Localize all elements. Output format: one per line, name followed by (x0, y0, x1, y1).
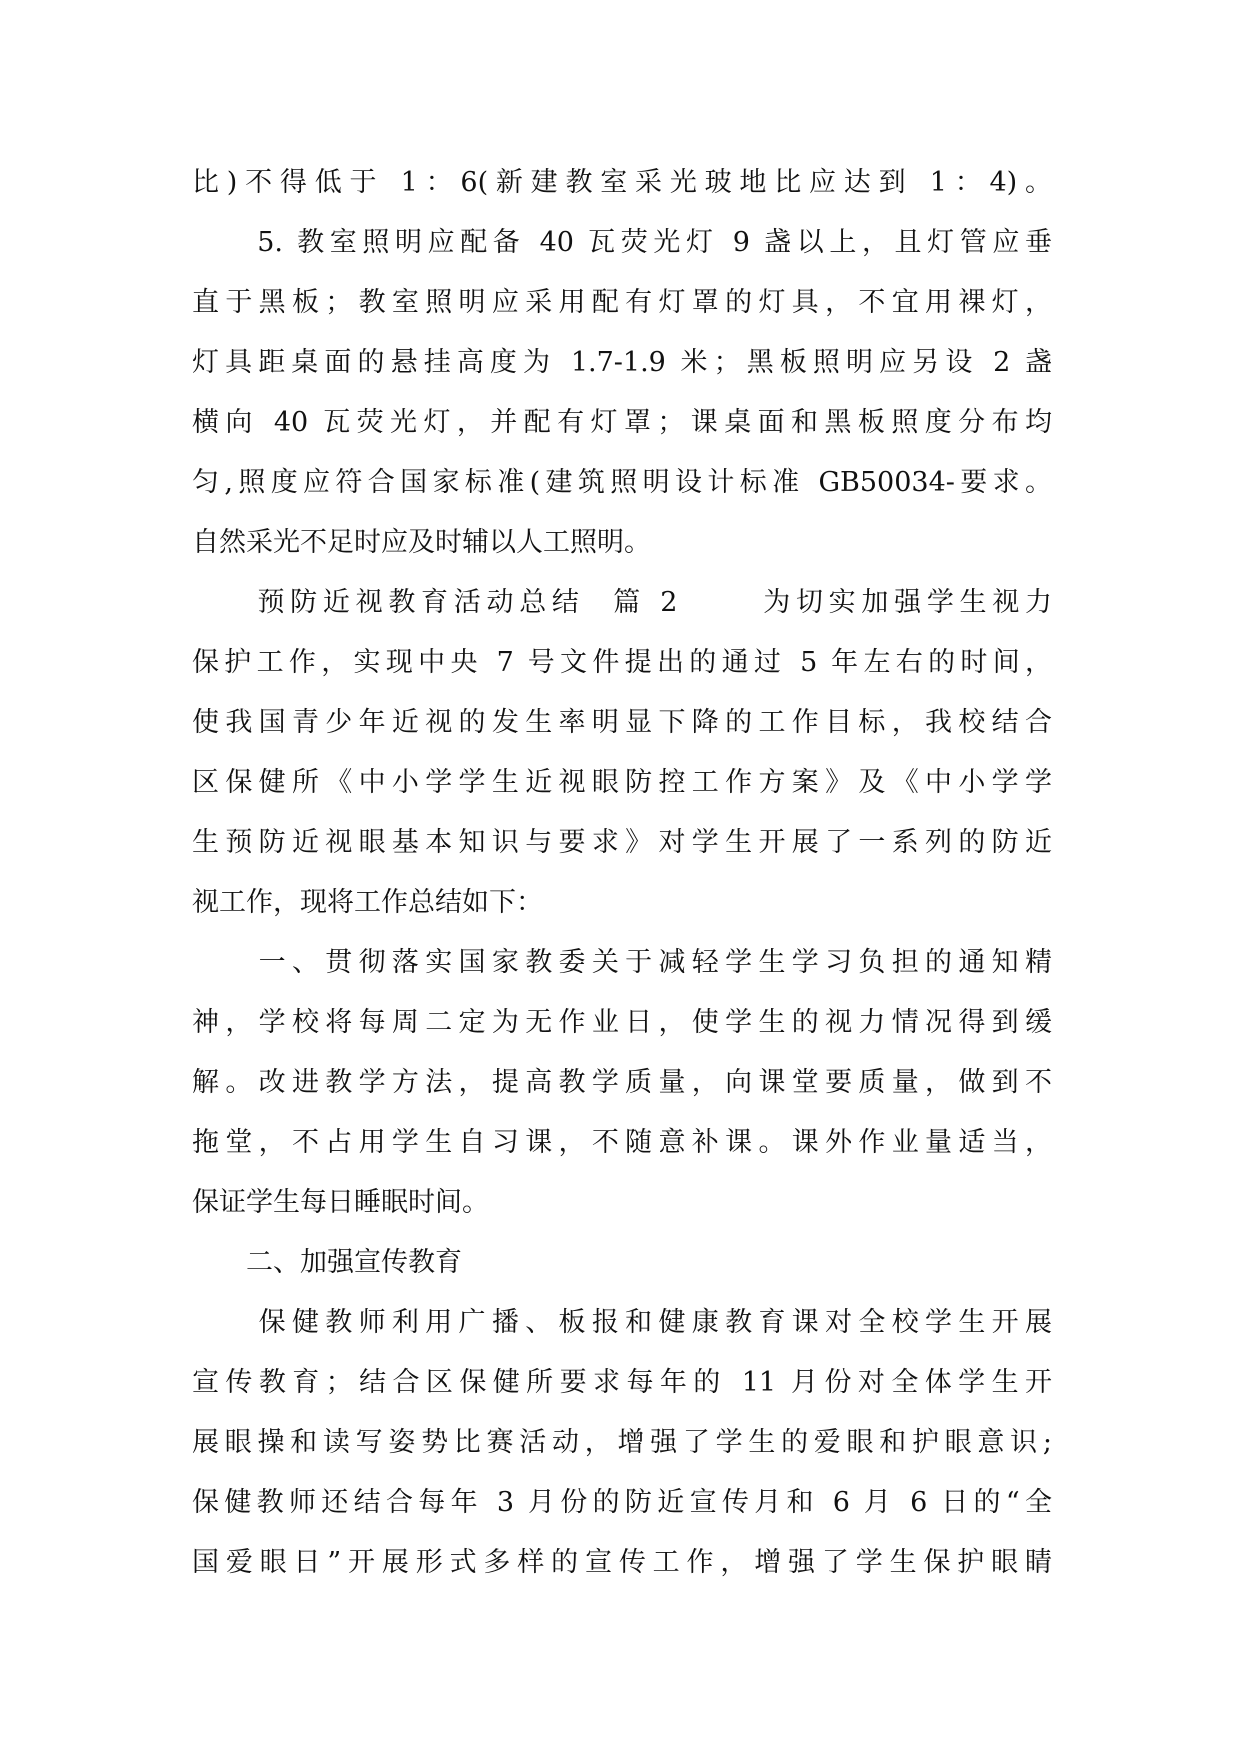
document-body (192, 153, 1052, 1593)
text-line: 保健教师利用广播、板报和健康教育课对全校学生开展 (192, 1307, 1052, 1338)
text-line: 区保健所《中小学学生近视眼防控工作方案》及《中小学学 (192, 767, 1052, 798)
text-line: 神，学校将每周二定为无作业日，使学生的视力情况得到缓 (192, 1007, 1052, 1038)
text-line: 自然采光不足时应及时辅以人工照明。 (192, 527, 651, 558)
text-line: 灯具距桌面的悬挂高度为 1.7-1.9 米；黑板照明应另设 2 盏 (192, 347, 1052, 378)
text-line: 比)不得低于 1：6(新建教室采光玻地比应达到 1：4)。 (192, 167, 1052, 198)
text-line: 直于黑板；教室照明应采用配有灯罩的灯具，不宜用裸灯， (192, 287, 1052, 318)
text-line: 使我国青少年近视的发生率明显下降的工作目标，我校结合 (192, 707, 1052, 738)
text-line: 5. 教室照明应配备 40 瓦荧光灯 9 盏以上，且灯管应垂 (192, 227, 1052, 258)
text-line: 生预防近视眼基本知识与要求》对学生开展了一系列的防近 (192, 827, 1052, 858)
text-line: 视工作，现将工作总结如下： (192, 887, 543, 918)
text-line: 拖堂，不占用学生自习课，不随意补课。课外作业量适当， (192, 1127, 1052, 1158)
text-line: 匀,照度应符合国家标准(建筑照明设计标准 GB50034-要求。 (192, 467, 1052, 498)
text-line: 宣传教育；结合区保健所要求每年的 11 月份对全体学生开 (192, 1367, 1052, 1398)
text-line: 展眼操和读写姿势比赛活动，增强了学生的爱眼和护眼意识; (192, 1427, 1052, 1458)
text-line: 保护工作，实现中央 7 号文件提出的通过 5 年左右的时间， (192, 647, 1052, 678)
text-line: 预防近视教育活动总结 篇 2 为切实加强学生视力 (192, 587, 1052, 618)
text-line: 横向 40 瓦荧光灯，并配有灯罩；课桌面和黑板照度分布均 (192, 407, 1052, 438)
text-line: 一、贯彻落实国家教委关于减轻学生学习负担的通知精 (192, 947, 1052, 978)
text-line: 保健教师还结合每年 3 月份的防近宣传月和 6 月 6 日的“全 (192, 1487, 1052, 1518)
text-line: 解。改进教学方法，提高教学质量，向课堂要质量，做到不 (192, 1067, 1052, 1098)
section-heading: 二、加强宣传教育 (192, 1247, 462, 1278)
text-line: 国爱眼日”开展形式多样的宣传工作，增强了学生保护眼睛 (192, 1547, 1052, 1578)
text-line: 保证学生每日睡眠时间。 (192, 1187, 489, 1218)
